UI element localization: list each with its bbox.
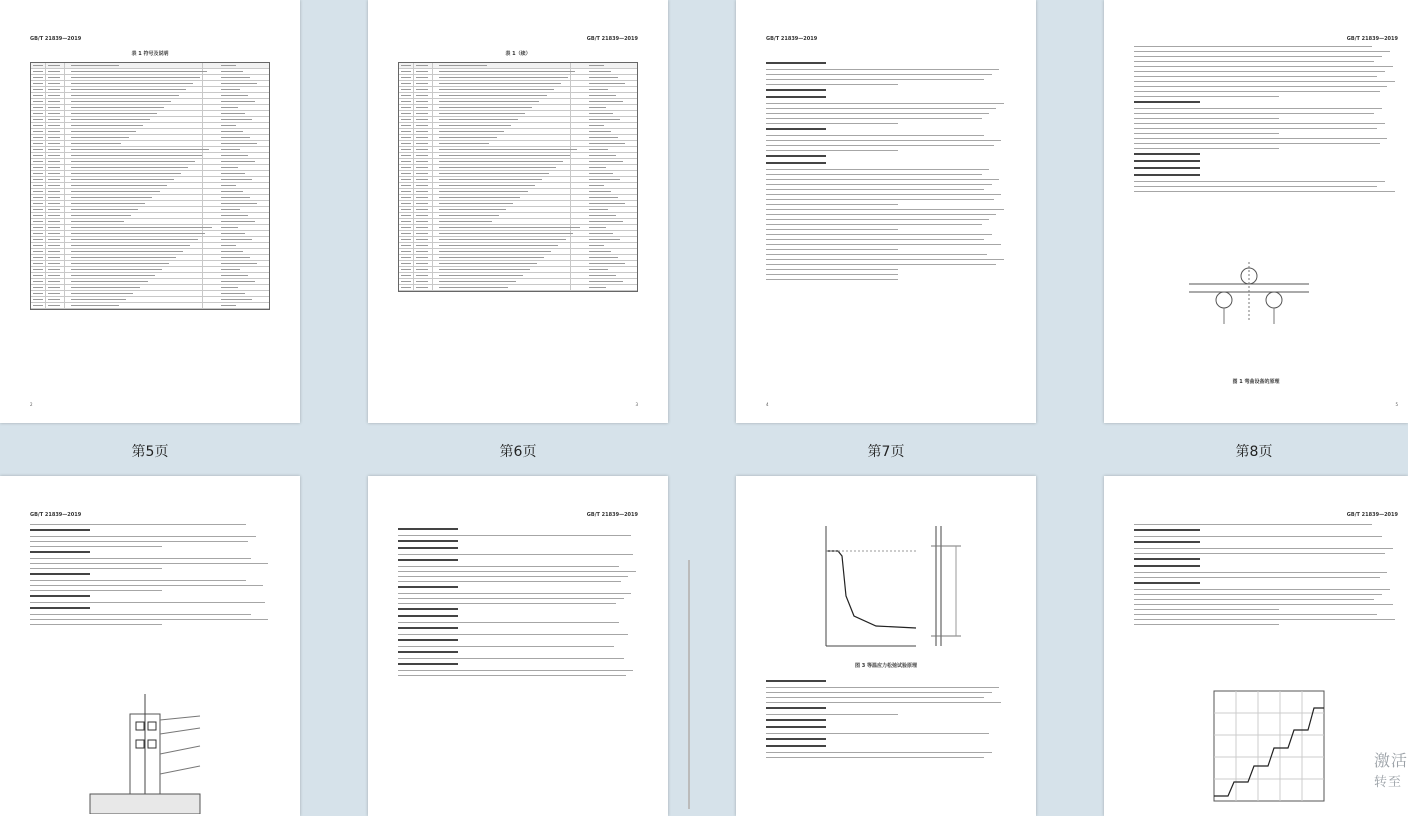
page-label-7[interactable]: 第7页 xyxy=(867,444,905,460)
body-text xyxy=(1134,46,1398,196)
scroll-divider xyxy=(688,560,690,809)
document-page-10[interactable] xyxy=(368,476,668,816)
symbol-table-continued xyxy=(398,62,638,292)
document-page-11[interactable] xyxy=(736,476,1036,816)
page-header xyxy=(398,512,638,518)
standard-code: GB/T 21839—2019 xyxy=(30,36,82,42)
document-page-5[interactable] xyxy=(0,0,300,423)
standard-code: GB/T 21839—2019 xyxy=(30,512,82,518)
table-title: 表 1（续） xyxy=(505,51,531,57)
body-text xyxy=(766,676,1006,762)
page-header xyxy=(30,512,270,518)
stress-relaxation-diagram xyxy=(776,516,996,656)
standard-code: GB/T 21839—2019 xyxy=(586,36,638,42)
page-header xyxy=(30,36,270,42)
page-header xyxy=(398,36,638,42)
document-page-7[interactable] xyxy=(736,0,1036,423)
page-header xyxy=(1134,36,1398,42)
document-page-12[interactable] xyxy=(1104,476,1408,816)
page-label-5[interactable]: 第5页 xyxy=(131,444,169,460)
figure-caption: 图 3 等温应力松弛试验原理 xyxy=(855,663,917,669)
page-header xyxy=(766,36,1006,42)
page-label-8[interactable]: 第8页 xyxy=(1235,444,1273,460)
body-text xyxy=(398,524,638,680)
standard-code: GB/T 21839—2019 xyxy=(766,36,818,42)
standard-code: GB/T 21839—2019 xyxy=(586,512,638,518)
body-text xyxy=(1134,524,1398,629)
loading-curve-figure xyxy=(1204,686,1334,811)
table-title: 表 1 符号及说明 xyxy=(131,51,169,57)
page-number: 3 xyxy=(635,402,638,407)
page-number: 5 xyxy=(1395,402,1398,407)
body-text xyxy=(30,524,270,629)
page-header xyxy=(1134,512,1398,518)
document-page-9[interactable] xyxy=(0,476,300,816)
symbol-table xyxy=(30,62,270,310)
figure-caption: 图 1 弯曲设备的原理 xyxy=(1232,379,1280,385)
standard-code: GB/T 21839—2019 xyxy=(1346,512,1398,518)
page-number: 2 xyxy=(30,402,33,407)
standard-code: GB/T 21839—2019 xyxy=(1346,36,1398,42)
body-text xyxy=(766,58,1006,284)
page-label-6[interactable]: 第6页 xyxy=(499,444,537,460)
table-row xyxy=(31,303,269,309)
bending-device-figure xyxy=(1184,262,1314,332)
page-number: 4 xyxy=(766,402,769,407)
document-page-6[interactable] xyxy=(368,0,668,423)
activation-watermark: 激活 转至 xyxy=(1373,751,1408,790)
table-row xyxy=(399,285,637,291)
bend-test-apparatus-figure xyxy=(70,694,240,814)
document-page-8[interactable] xyxy=(1104,0,1408,423)
